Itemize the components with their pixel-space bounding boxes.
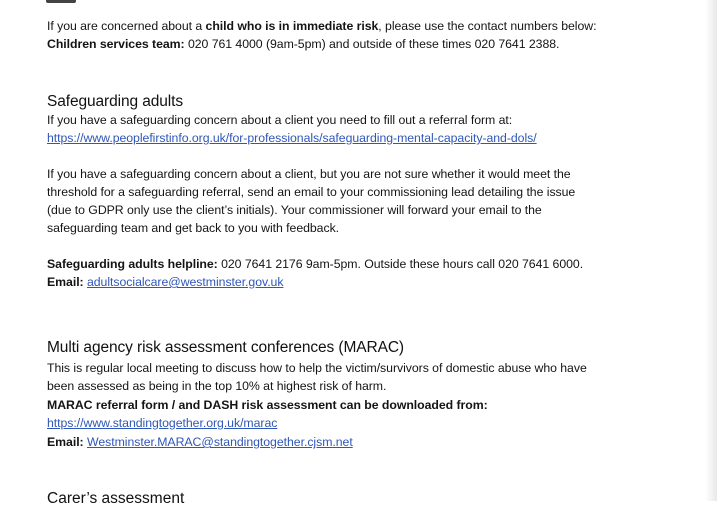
helpline-text: 020 7641 2176 9am-5pm. Outside these hours call 020 7641 6000.	[217, 257, 584, 271]
marac-link-line	[47, 416, 277, 430]
marac-link[interactable]: https://www.standingtogether.org.uk/marac	[47, 416, 278, 430]
marac-download-bold: MARAC referral form / and DASH risk assessment can be downloaded from:	[47, 398, 488, 412]
safeguarding-paragraph-line-1: If you have a safeguarding concern about a client, but you are not sure whether it would meet the	[47, 167, 571, 181]
next-section-heading-partial: Carer’s assessment	[47, 490, 185, 507]
adults-email-link[interactable]: adultsocialcare@westminster.gov.uk	[86, 275, 284, 289]
referral-link[interactable]: https://www.peoplefirstinfo.org.uk/for-professionals/safeguarding-mental-capacity-and-dols/	[47, 131, 537, 145]
marac-heading: Multi agency risk assessment conferences (MARAC)	[47, 339, 404, 356]
referral-link-line	[47, 131, 537, 145]
helpline-line	[47, 257, 583, 271]
marac-email-line	[47, 435, 353, 449]
team-text: 020 761 4000 (9am-5pm) and outside of these times 020 7641 2388.	[184, 37, 560, 51]
intro-bold: child who is in immediate risk	[205, 19, 379, 33]
safeguarding-paragraph-line-3: (due to GDPR only use the client’s initials). Your commissioner will forward your email to the	[47, 203, 542, 217]
page-edge-shadow	[705, 0, 717, 501]
marac-email-label: Email:	[47, 435, 84, 449]
safeguarding-adults-heading: Safeguarding adults	[47, 93, 183, 110]
marac-download-line	[47, 398, 488, 412]
intro-suffix: , please use the contact numbers below:	[378, 19, 597, 33]
helpline-label: Safeguarding adults helpline:	[47, 257, 218, 271]
marac-desc-line-2: been assessed as being in the top 10% at highest risk of harm.	[47, 379, 387, 393]
children-services-line	[47, 37, 559, 51]
intro-prefix: If you are concerned about a	[47, 19, 206, 33]
referral-line: If you have a safeguarding concern about a client you need to fill out a referral form at:	[47, 113, 513, 127]
adults-email-label: Email:	[47, 275, 84, 289]
safeguarding-paragraph-line-4: safeguarding team and get back to you with feedback.	[47, 221, 340, 235]
safeguarding-paragraph-line-2: threshold for a safeguarding referral, send an email to your commissioning lead detailing the issue	[47, 185, 576, 199]
marac-email-link[interactable]: Westminster.MARAC@standingtogether.cjsm.net	[86, 435, 353, 449]
cropped-heading-fragment	[46, 0, 76, 3]
team-label: Children services team:	[47, 37, 185, 51]
immediate-risk-intro	[47, 19, 596, 33]
adults-email-line	[47, 275, 283, 289]
marac-desc-line-1: This is regular local meeting to discuss how to help the victim/survivors of domestic abuse who have	[47, 361, 587, 375]
